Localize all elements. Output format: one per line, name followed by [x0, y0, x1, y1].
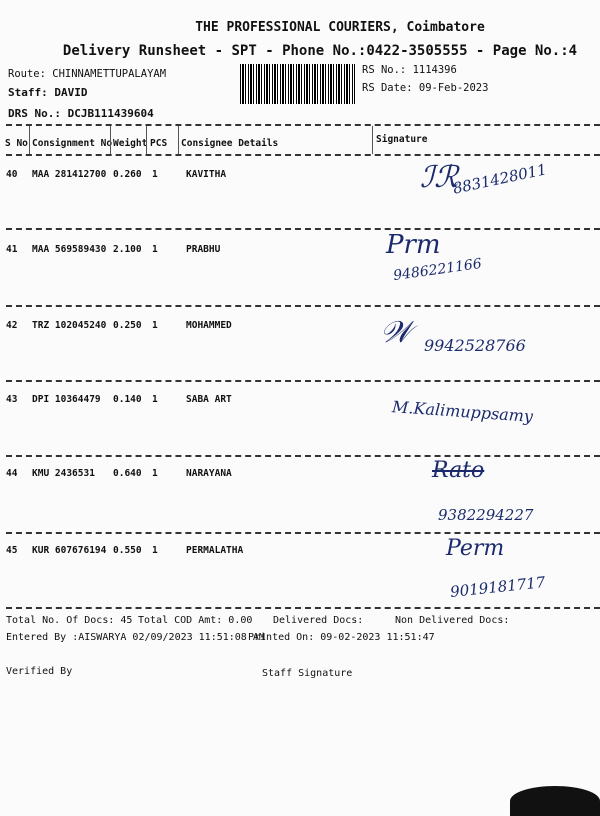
row-sno: 42 — [6, 320, 18, 331]
row-consignee: MOHAMMED — [186, 320, 232, 331]
signature-phone: 9382294227 — [438, 506, 534, 524]
col-header-weight: Weight — [113, 138, 148, 149]
signature-scribble: Prm — [386, 230, 441, 260]
col-header-signature: Signature — [376, 134, 428, 145]
row-weight: 0.140 — [113, 394, 142, 405]
row-separator — [6, 532, 600, 534]
row-weight: 2.100 — [113, 244, 142, 255]
row-sno: 44 — [6, 468, 18, 479]
row-separator — [6, 305, 600, 307]
signature-scribble: Rato — [432, 458, 485, 483]
signature-phone: 9019181717 — [449, 573, 547, 601]
scan-artifact — [510, 786, 600, 816]
signature-scribble: ℐℛ — [420, 160, 459, 195]
col-divider — [110, 126, 111, 154]
row-consignee: NARAYANA — [186, 468, 232, 479]
row-separator — [6, 455, 600, 457]
verified-by-label: Verified By — [6, 666, 73, 677]
col-header-pcs: PCS — [150, 138, 168, 149]
drs-number: DRS No.: DCJB111439604 — [8, 107, 154, 120]
row-pcs: 1 — [152, 545, 158, 556]
row-consignment: DPI 10364479 — [32, 394, 101, 405]
row-consignment: KMU 2436531 — [32, 468, 95, 479]
signature-scribble: 𝒲 — [380, 315, 412, 350]
non-delivered-docs: Non Delivered Docs: — [395, 615, 510, 626]
staff-label: Staff: DAVID — [8, 86, 88, 99]
rs-date: RS Date: 09-Feb-2023 — [362, 82, 489, 94]
row-sno: 43 — [6, 394, 18, 405]
row-consignment: MAA 281412700 — [32, 169, 107, 180]
row-weight: 0.260 — [113, 169, 142, 180]
delivered-docs: Delivered Docs: — [273, 615, 364, 626]
company-title: THE PROFESSIONAL COURIERS, Coimbatore — [195, 20, 485, 35]
col-header-consignee: Consignee Details — [181, 138, 279, 149]
col-header-sno: S No — [5, 138, 28, 149]
rs-number: RS No.: 1114396 — [362, 64, 457, 76]
col-divider — [178, 126, 179, 154]
col-divider — [29, 126, 30, 154]
entered-by: Entered By :AISWARYA 02/09/2023 11:51:08 AM — [6, 632, 265, 643]
row-consignee: PERMALATHA — [186, 545, 244, 556]
barcode-image — [240, 64, 355, 104]
printed-on: Printed On: 09-02-2023 11:51:47 — [248, 632, 435, 643]
col-header-consignment: Consignment No — [32, 138, 113, 149]
row-sno: 45 — [6, 545, 18, 556]
total-docs: Total No. Of Docs: 45 — [6, 615, 133, 626]
row-pcs: 1 — [152, 169, 158, 180]
row-weight: 0.250 — [113, 320, 142, 331]
signature-name: M.Kalimuppsamy — [391, 397, 534, 426]
row-consignment: TRZ 102045240 — [32, 320, 107, 331]
col-divider — [146, 126, 147, 154]
row-pcs: 1 — [152, 468, 158, 479]
header-bottom-rule — [6, 154, 600, 156]
header-top-rule — [6, 124, 600, 126]
signature-phone: 9942528766 — [424, 336, 526, 355]
signature-phone: 8831428011 — [451, 160, 549, 198]
route-label: Route: CHINNAMETTUPALAYAM — [8, 68, 167, 80]
row-consignment: KUR 607676194 — [32, 545, 107, 556]
row-pcs: 1 — [152, 394, 158, 405]
runsheet-subtitle: Delivery Runsheet - SPT - Phone No.:0422-3505555 - Page No.:4 — [62, 43, 578, 59]
total-cod: Total COD Amt: 0.00 — [138, 615, 253, 626]
signature-scribble: Perm — [446, 536, 505, 561]
row-weight: 0.550 — [113, 545, 142, 556]
col-divider — [372, 126, 373, 154]
row-sno: 41 — [6, 244, 18, 255]
row-consignment: MAA 569589430 — [32, 244, 107, 255]
signature-phone: 9486221166 — [392, 255, 483, 285]
staff-signature-label: Staff Signature — [262, 668, 353, 679]
row-sno: 40 — [6, 169, 18, 180]
row-consignee: KAVITHA — [186, 169, 227, 180]
row-separator — [6, 228, 600, 230]
row-consignee: SABA ART — [186, 394, 232, 405]
row-consignee: PRABHU — [186, 244, 221, 255]
row-pcs: 1 — [152, 320, 158, 331]
row-separator — [6, 607, 600, 609]
row-separator — [6, 380, 600, 382]
row-pcs: 1 — [152, 244, 158, 255]
row-weight: 0.640 — [113, 468, 142, 479]
